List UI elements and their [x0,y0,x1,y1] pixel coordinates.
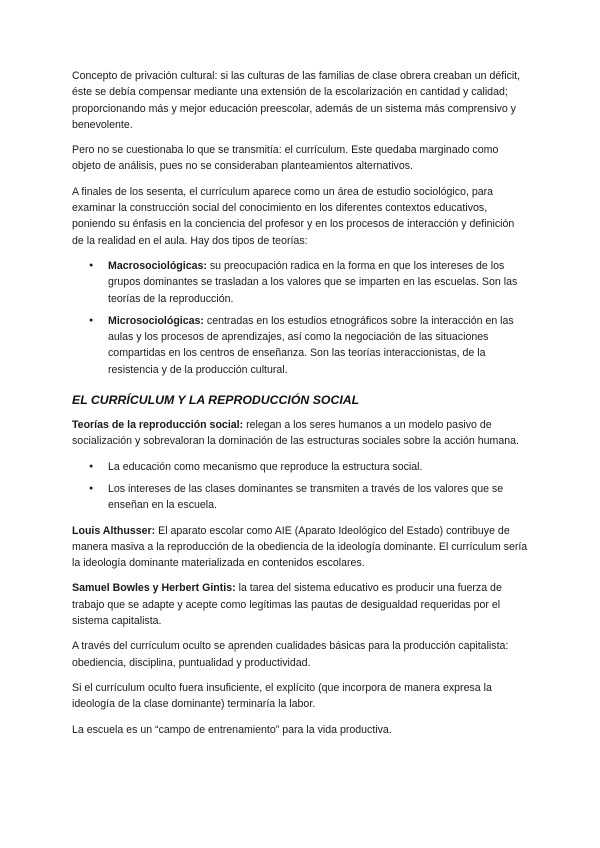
list-item: ● Los intereses de las clases dominantes se transmiten a través de los valores que se enseñan en la escuela. [72,481,528,514]
section-heading: EL CURRÍCULUM Y LA REPRODUCCIÓN SOCIAL [72,393,360,408]
definition-text: El aparato escolar como AIE (Aparato Ideológico del Estado) contribuye de manera masiva a la reproducción de la obediencia de la ideología dominante. El currículum sería la ideología dominante materializada en contenidos escolares. [72,524,528,570]
term-bowles-gintis: Samuel Bowles y Herbert Gintis: [72,582,236,595]
definition-text: centradas en los estudios etnográficos sobre la interacción en las aulas y los procesos de aprendizajes, así como la negociación de las situaciones compartidas en los centros de enseñanza. Son las teorías interaccionistas, de la resistencia y de la producción cultural. [108,314,514,376]
paragraph-privacion-cultural: Concepto de privación cultural: si las culturas de las familias de clase obrera creaban un déficit, éste se debía compensar mediante una extensión de la escolarización en cantidad y calidad; proporcionando más y mejor educación preescolar, además de un sistema más comprensivo y benevolente. [72,70,521,131]
paragraph-althusser [72,523,528,572]
definition-text: relegan a los seres humanos a un modelo pasivo de socialización y sobrevaloran la dominación de las estructuras sociales sobre la acción humana. [72,419,519,448]
list-item: ● La educación como mecanismo que reproduce la estructura social. [72,459,528,475]
term-reproduccion: Teorías de la reproducción social: [72,419,244,432]
term-microsociologicas: Microsociológicas: [108,314,204,327]
paragraph-curriculum-oculto: A través del currículum oculto se aprenden cualidades básicas para la producción capitalista: obediencia, disciplina, puntualidad y productividad. [72,640,509,669]
theories-list [72,258,528,378]
definition-text: la tarea del sistema educativo es producir una fuerza de trabajo que se adapte y acepte como legítimas las pautas de desigualdad requeridas por el sistema capitalista. [72,582,502,628]
paragraph-finales-sesenta: A finales de los sesenta, el currículum aparece como un área de estudio sociológico, para examinar la construcción social del conocimiento en los diferentes contextos educativos, poniendo su énfasis en la conciencia del profesor y en los procesos de interacción y definición de la realidad en el aula. Hay dos tipos de teorías: [72,185,515,247]
paragraph-curriculum-marginado: Pero no se cuestionaba lo que se transmitía: el currículum. Este quedaba marginado como objeto de análisis, pues no se consideraban planteamientos alternativos. [72,144,499,173]
definition-text: su preocupación radica en la forma en que los intereses de los grupos dominantes se trasladan a los valores que se imparten en las escuelas. Son las teorías de la reproducción. [108,259,518,305]
list-item [72,313,528,378]
document-page [72,68,528,747]
paragraph-campo-entrenamiento: La escuela es un “campo de entrenamiento” para la vida productiva. [72,723,392,736]
paragraph-bowles-gintis [72,580,528,629]
reproduction-bullets [72,459,528,514]
paragraph-teorias-reproduccion [72,417,528,450]
list-item [72,258,528,307]
paragraph-curriculum-explicito: Si el currículum oculto fuera insuficiente, el explícito (que incorpora de manera expresa la ideología de la clase dominante) terminaría la labor. [72,681,492,711]
term-althusser: Louis Althusser: [72,524,156,537]
term-macrosociologicas: Macrosociológicas: [108,259,207,272]
